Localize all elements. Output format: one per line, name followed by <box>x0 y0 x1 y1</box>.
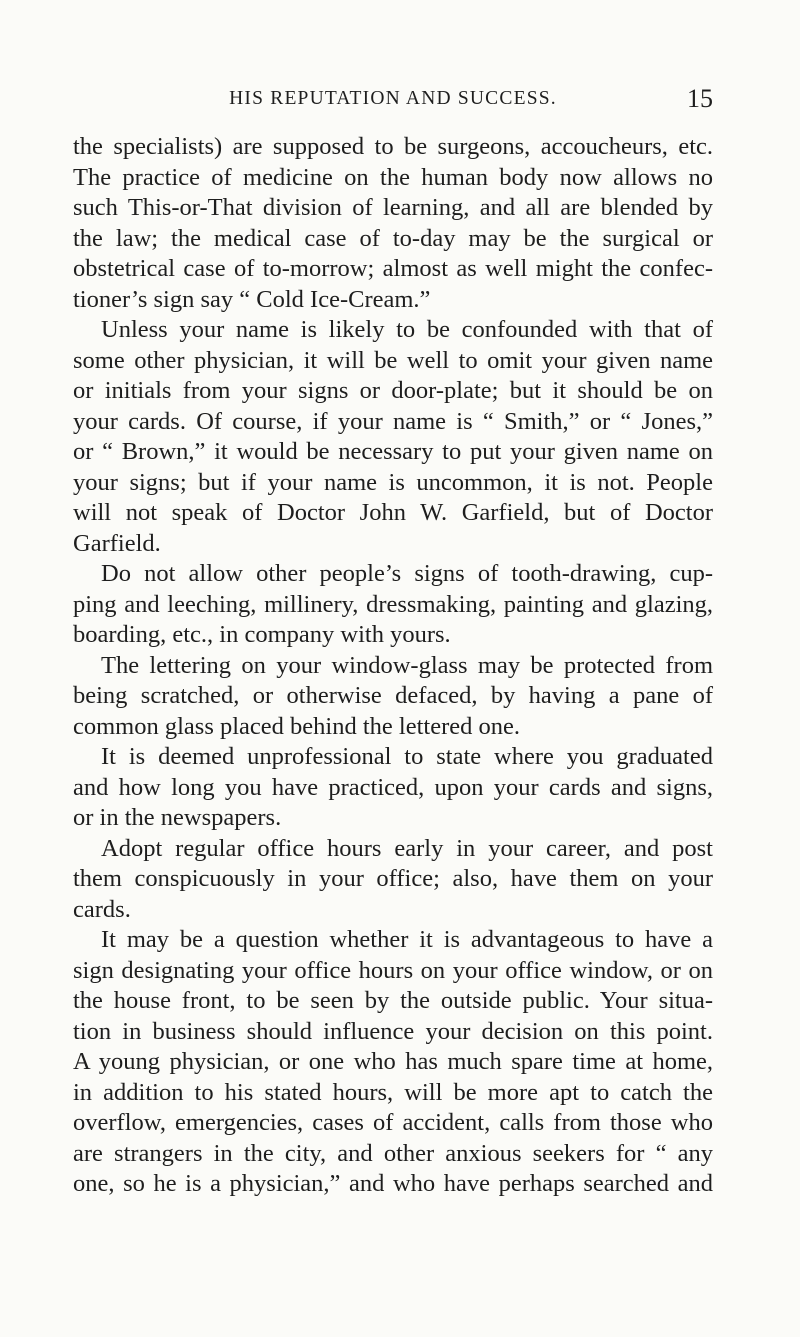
text-line: your cards. Of course, if your name is “ Smith,” or “ Jones,” <box>73 407 713 435</box>
text-line: or initials from your signs or door-plate; but it should be on <box>73 377 713 404</box>
text-line: the house front, to be seen by the outside public. Your situa- <box>73 987 713 1014</box>
text-line: are strangers in the city, and other anxious seekers for “ any <box>73 1139 713 1167</box>
text-line: being scratched, or otherwise defaced, by having a pane of <box>73 682 713 709</box>
text-line: will not speak of Doctor John W. Garfield, but of Doctor <box>73 499 713 526</box>
text-line: boarding, etc., in company with yours. <box>73 621 451 648</box>
text-line: such This-or-That division of learning, and all are blended by <box>73 194 713 221</box>
text-line: It may be a question whether it is advantageous to have a <box>101 926 713 953</box>
text-line: your signs; but if your name is uncommon, it is not. People <box>73 468 713 496</box>
text-line: overflow, emergencies, cases of accident, calls from those who <box>73 1109 713 1136</box>
text-line: them conspicuously in your office; also, have them on your <box>73 865 713 892</box>
text-line: common glass placed behind the lettered one. <box>73 712 520 740</box>
text-line: or “ Brown,” it would be necessary to put your given name on <box>73 438 713 465</box>
text-line: and how long you have practiced, upon your cards and signs, <box>73 773 713 801</box>
text-line: or in the newspapers. <box>73 804 282 831</box>
text-line: the specialists) are supposed to be surgeons, accoucheurs, etc. <box>73 133 713 160</box>
text-line: the law; the medical case of to-day may be the surgical or <box>73 224 713 252</box>
page-number: 15 <box>687 84 713 113</box>
text-line: Do not allow other people’s signs of tooth-drawing, cup- <box>101 560 713 587</box>
text-line: tion in business should influence your decision on this point. <box>73 1017 713 1045</box>
text-line: sign designating your office hours on your office window, or on <box>73 956 713 984</box>
text-line: It is deemed unprofessional to state where you graduated <box>101 743 713 770</box>
body-text <box>73 132 713 1200</box>
text-line: The lettering on your window-glass may be protected from <box>101 651 713 679</box>
text-line: one, so he is a physician,” and who have perhaps searched and <box>73 1170 713 1197</box>
text-line: ping and leeching, millinery, dressmaking, painting and glazing, <box>73 590 713 618</box>
page-header <box>73 82 713 116</box>
text-line: Garfield. <box>73 529 161 557</box>
text-line: Unless your name is likely to be confounded with that of <box>101 316 713 343</box>
text-line: The practice of medicine on the human body now allows no <box>73 163 713 191</box>
running-head: HIS REPUTATION AND SUCCESS. <box>229 88 557 109</box>
text-line: tioner’s sign say “ Cold Ice-Cream.” <box>73 285 431 313</box>
text-line: some other physician, it will be well to omit your given name <box>73 346 713 374</box>
text-line: cards. <box>73 895 131 923</box>
text-line: obstetrical case of to-morrow; almost as well might the confec- <box>73 255 713 282</box>
text-line: A young physician, or one who has much spare time at home, <box>73 1048 713 1075</box>
text-line: in addition to his stated hours, will be more apt to catch the <box>73 1078 713 1106</box>
text-line: Adopt regular office hours early in your career, and post <box>101 834 713 862</box>
